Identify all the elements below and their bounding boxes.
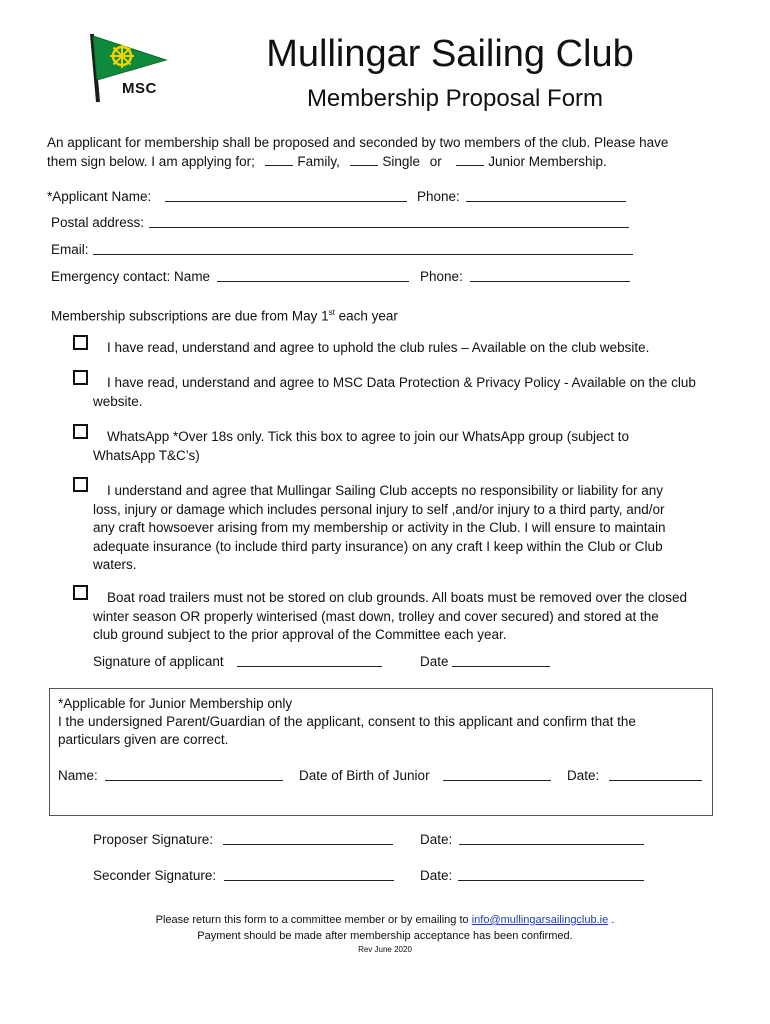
junior-consent-line-1: I the undersigned Parent/Guardian of the applicant, consent to this applicant and confirm that the [58,714,636,729]
privacy-policy-text: I have read, understand and agree to MSC Data Protection & Privacy Policy - Available on the club website. [93,375,696,409]
junior-heading: *Applicable for Junior Membership only [58,696,293,711]
applicant-signature-field[interactable] [237,653,382,667]
footer-return-note: Please return this form to a committee member or by emailing to info@mullingarsailingclub.ie . [155,914,615,926]
emergency-contact-label: Emergency contact: Name [51,269,211,284]
seconder-signature-label: Seconder Signature: [93,868,217,883]
seconder-date-field[interactable] [458,867,644,881]
footer-payment-note: Payment should be made after membership acceptance has been confirmed. [197,930,573,942]
page-title: Mullingar Sailing Club [266,33,634,75]
checkbox-privacy-policy[interactable] [73,370,88,385]
liability-text: I understand and agree that Mullingar Sailing Club accepts no responsibility or liability for any loss, injury or damage which includes personal injury to self ,and/or injury to a third party, and/or any craft howsoever arising from my membership or activity in the Club. I will ensure to maintain adequate insurance (to include third party insurance) on any craft I keep within the Club or Club waters. [93,483,666,572]
guardian-name-label: Name: [58,768,98,783]
applicant-name-label: *Applicant Name: [47,189,152,204]
proposer-date-label: Date: [420,832,453,847]
intro-line-2: them sign below. I am applying for; Family, Single or Junior Membership. [47,154,607,169]
checkbox-liability[interactable] [73,477,88,492]
intro-line-1: An applicant for membership shall be proposed and seconded by two members of the club. Please have [47,135,669,150]
proposer-signature-field[interactable] [223,831,393,845]
applicant-date-label: Date [420,654,449,669]
club-rules-text: I have read, understand and agree to uphold the club rules – Available on the club website. [107,340,650,355]
applicant-name-field[interactable] [165,188,407,202]
junior-dob-field[interactable] [443,767,551,781]
emergency-phone-label: Phone: [420,269,463,284]
whatsapp-text: WhatsApp *Over 18s only. Tick this box to agree to join our WhatsApp group (subject to WhatsApp T&C’s) [93,429,630,463]
guardian-name-field[interactable] [105,767,283,781]
checkbox-club-rules[interactable] [73,335,88,350]
page-subtitle: Membership Proposal Form [306,85,604,112]
phone-label: Phone: [417,189,460,204]
logo-text: MSC [122,80,157,97]
emergency-contact-field[interactable] [217,268,409,282]
junior-date-field[interactable] [609,767,702,781]
email-label: Email: [51,242,89,257]
junior-blank[interactable] [456,152,484,166]
email-field[interactable] [93,241,633,255]
checkbox-boat-trailers[interactable] [73,585,88,600]
junior-dob-label: Date of Birth of Junior [299,768,430,783]
postal-address-label: Postal address: [51,215,145,230]
phone-field[interactable] [466,188,626,202]
junior-date-label: Date: [567,768,600,783]
seconder-signature-field[interactable] [224,867,394,881]
subscriptions-note: Membership subscriptions are due from May 1st each year [51,308,398,324]
emergency-phone-field[interactable] [470,268,630,282]
applicant-signature-label: Signature of applicant [93,654,224,669]
proposer-date-field[interactable] [459,831,644,845]
revision-label: Rev June 2020 [358,945,412,954]
proposer-signature-label: Proposer Signature: [93,832,214,847]
club-email-link[interactable]: info@mullingarsailingclub.ie [471,914,609,926]
single-blank[interactable] [350,152,378,166]
boat-trailers-text: Boat road trailers must not be stored on club grounds. All boats must be removed over the closed winter season OR properly winterised (mast down, trolley and cover secured) and stored at the club ground subject to the prior approval of the Committee each year. [93,590,688,642]
checkbox-whatsapp[interactable] [73,424,88,439]
junior-consent-line-2: particulars given are correct. [58,732,229,747]
applicant-date-field[interactable] [452,653,550,667]
postal-address-field[interactable] [149,214,629,228]
seconder-date-label: Date: [420,868,453,883]
family-blank[interactable] [265,152,293,166]
